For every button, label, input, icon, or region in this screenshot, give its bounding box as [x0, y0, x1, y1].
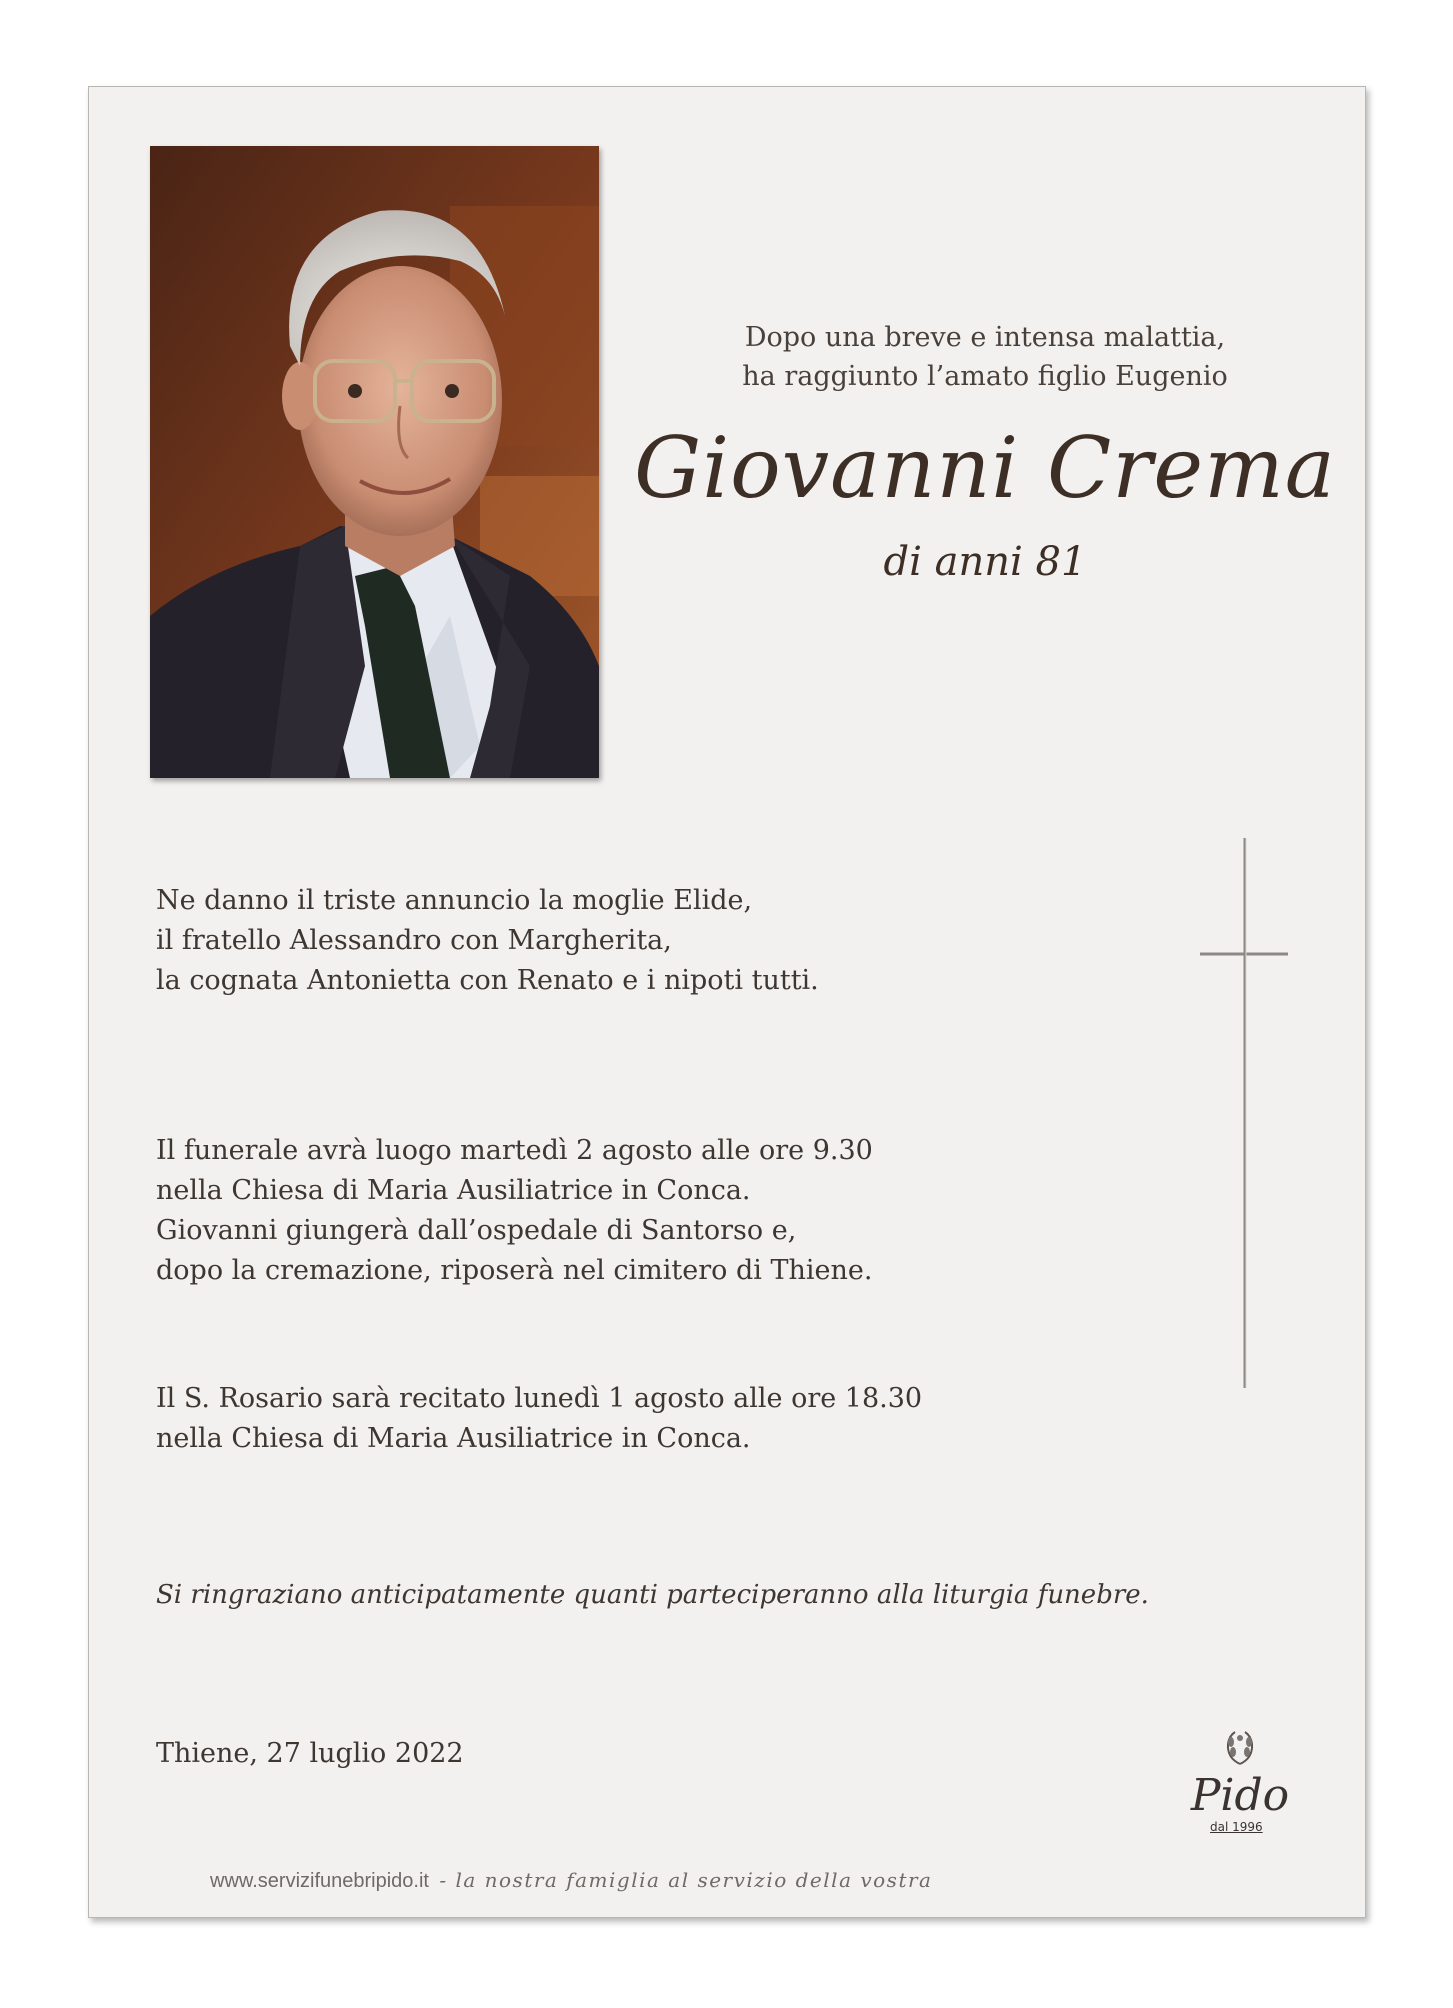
funeral-line: dopo la cremazione, riposerà nel cimitero di Thiene.: [156, 1255, 873, 1286]
footer-website[interactable]: www.servizifunebripido.it: [210, 1870, 429, 1892]
footer: [210, 1868, 932, 1893]
announcement-line: la cognata Antonietta con Renato e i nipoti tutti.: [156, 965, 819, 996]
intro-line: Dopo una breve e intensa malattia,: [744, 322, 1226, 353]
wreath-icon: [1223, 1730, 1257, 1766]
thanks-text: Si ringraziano anticipatamente quanti parteciperanno alla liturgia funebre.: [156, 1580, 1149, 1610]
funeral-line: Il funerale avrà luogo martedì 2 agosto alle ore 9.30: [156, 1135, 873, 1166]
funeral-home-logo: [1180, 1730, 1300, 1840]
rosary-paragraph: [156, 1379, 922, 1459]
logo-word: Pido: [1190, 1770, 1290, 1821]
intro-line: ha raggiunto l’amato figlio Eugenio: [742, 361, 1228, 392]
logo-since: dal 1996: [1210, 1820, 1263, 1834]
funeral-paragraph: [156, 1131, 873, 1291]
footer-tagline: - la nostra famiglia al servizio della vostra: [439, 1868, 933, 1892]
rosary-line: nella Chiesa di Maria Ausiliatrice in Conca.: [156, 1423, 751, 1454]
deceased-age: di anni 81: [883, 539, 1087, 585]
cross-icon: [1200, 838, 1290, 1388]
announcement-line: il fratello Alessandro con Margherita,: [156, 925, 672, 956]
announcement-paragraph: [156, 881, 819, 1001]
funeral-line: Giovanni giungerà dall’ospedale di Santorso e,: [156, 1215, 797, 1246]
announcement-line: Ne danno il triste annuncio la moglie Elide,: [156, 885, 753, 916]
rosary-line: Il S. Rosario sarà recitato lunedì 1 agosto alle ore 18.30: [156, 1383, 923, 1414]
funeral-line: nella Chiesa di Maria Ausiliatrice in Conca.: [156, 1175, 751, 1206]
place-date: Thiene, 27 luglio 2022: [156, 1738, 464, 1769]
portrait-photo: [150, 146, 599, 778]
deceased-name: Giovanni Crema: [634, 419, 1336, 517]
intro-text: [625, 318, 1345, 396]
